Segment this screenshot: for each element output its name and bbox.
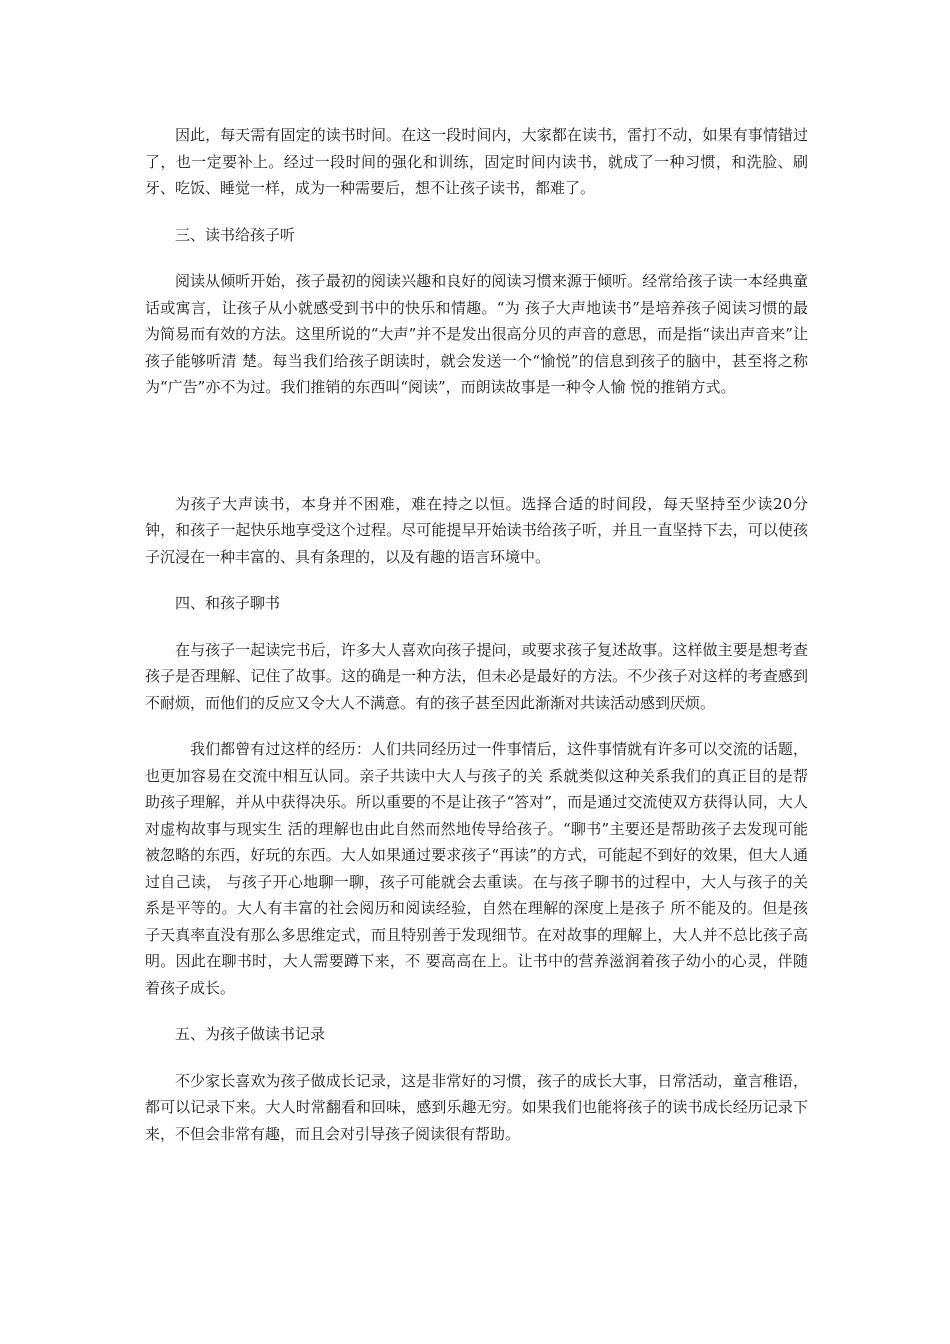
document-body	[145, 122, 808, 1147]
paragraph-asking-questions: 在与孩子一起读完书后，许多大人喜欢向孩子提问，或要求孩子复述故事。这样做主要是想考查孩子是否理解、记住了故事。这的确是一种方法，但未必是最好的方法。不少孩子对这样的考查感到不耐烦，而他们的反应又令大人不满意。有的孩子甚至因此渐渐对共读活动感到厌烦。	[145, 640, 808, 712]
section-heading-5: 五、为孩子做读书记录	[175, 1025, 326, 1043]
section-heading-4: 四、和孩子聊书	[175, 594, 281, 612]
paragraph-read-aloud: 为孩子大声读书，本身并不困难，难在持之以恒。选择合适的时间段，每天坚持至少读20分钟，和孩子一起快乐地享受这个过程。尽可能提早开始读书给孩子听，并且一直坚持下去，可以使孩子沉浸在一种丰富的、具有条理的，以及有趣的语言环境中。	[145, 494, 808, 566]
paragraph-talking-books: 我们都曾有过这样的经历：人们共同经历过一件事情后，这件事情就有许多可以交流的话题，也更加容易在交流中相互认同。亲子共读中大人与孩子的关 系就类似这种关系我们的真正目的是帮助孩子理解，并从中获得决乐。所以重要的不是让孩子“答对”，而是通过交流使双方获得认同，大人对虚构故事与现实生 活的理解也由此自然而然地传导给孩子。“聊书”主要还是帮助孩子去发现可能被忽略的东西，好玩的东西。大人如果通过要求孩子“再读”的方式，可能起不到好的效果，但大人通过自己读， 与孩子开心地聊一聊，孩子可能就会去重读。在与孩子聊书的过程中，大人与孩子的关系是平等的。大人有丰富的社会阅历和阅读经验，自然在理解的深度上是孩子 所不能及的。但是孩子天真率直没有那么多思维定式，而且特别善于发现细节。在对故事的理解上，大人并不总比孩子高明。因此在聊书时，大人需要蹲下来，不 要高高在上。让书中的营养滋润着孩子幼小的心灵，伴随着孩子成长。	[145, 740, 808, 997]
paragraph-reading-records: 不少家长喜欢为孩子做成长记录，这是非常好的习惯，孩子的成长大事，日常活动，童言稚语，都可以记录下来。大人时常翻看和回味，感到乐趣无穷。如果我们也能将孩子的读书成长经历记录下来，不但会非常有趣，而且会对引导孩子阅读很有帮助。	[145, 1071, 808, 1143]
section-heading-3: 三、读书给孩子听	[175, 225, 296, 244]
paragraph-fixed-reading-time: 因此，每天需有固定的读书时间。在这一段时间内，大家都在读书，雷打不动，如果有事情错过了，也一定要补上。经过一段时间的强化和训练，固定时间内读书，就成了一种习惯，和洗脸、刷牙、吃饭、睡觉一样，成为一种需要后，想不让孩子读书，都难了。	[145, 126, 808, 197]
paragraph-listening: 阅读从倾听开始，孩子最初的阅读兴趣和良好的阅读习惯来源于倾听。经常给孩子读一本经典童话或寓言，让孩子从小就感受到书中的快乐和情趣。“为 孩子大声地读书”是培养孩子阅读习惯的最为简易而有效的方法。这里所说的“大声”并不是发出很高分贝的声音的意思，而是指“读出声音来”让孩子能够听清 楚。每当我们给孩子朗读时，就会发送一个“愉悦”的信息到孩子的脑中，甚至将之称为“广告”亦不为过。我们推销的东西叫“阅读”，而朗读故事是一种令人愉 悦的推销方式。	[145, 272, 808, 396]
